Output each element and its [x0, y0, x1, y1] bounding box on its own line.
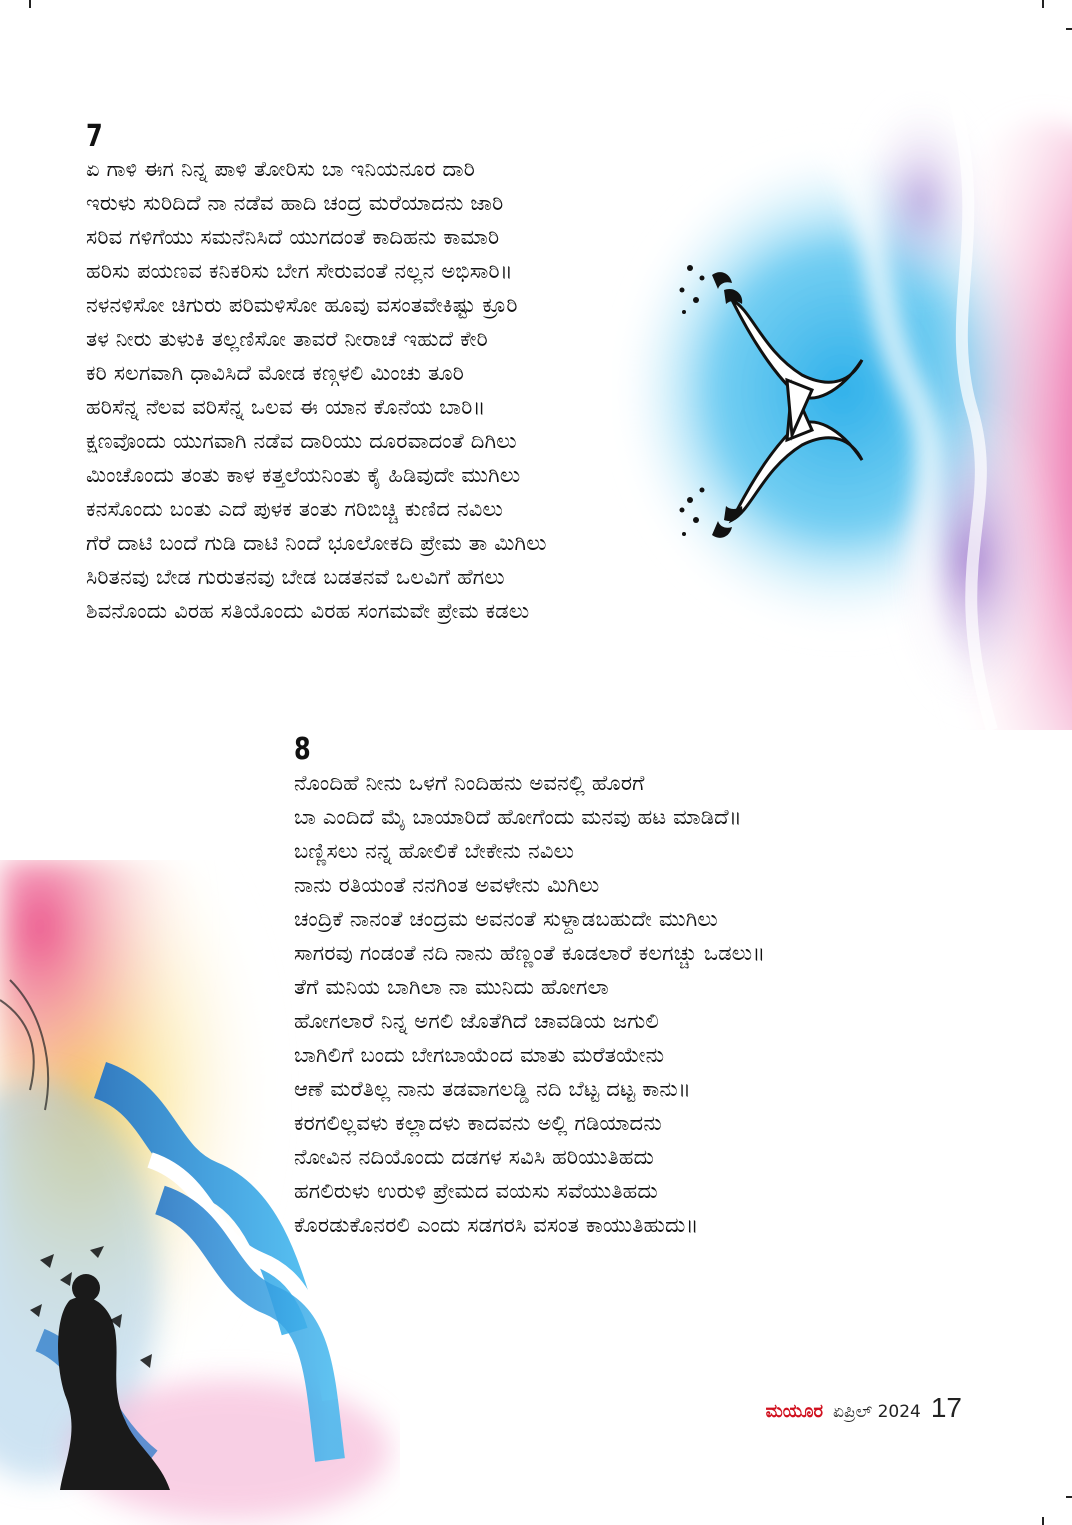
crop-mark-top-right: [1042, 0, 1044, 8]
poem-7: [86, 120, 547, 628]
crop-mark-bottom-right: [1042, 1517, 1044, 1525]
poem-line: ಬಣ್ಣಿಸಲು ನನ್ನ ಹೋಲಿಕೆ ಬೇಕೇನು ನವಿಲು: [294, 839, 575, 863]
crop-mark-right-bottom: [1066, 1496, 1072, 1498]
poem-line: ತೆಗೆ ಮನಿಯ ಬಾಗಿಲಾ ನಾ ಮುನಿದು ಹೋಗಲಾ: [294, 975, 609, 999]
crop-mark-right-top: [1066, 28, 1072, 30]
poem-line: ಹೋಗಲಾರೆ ನಿನ್ನ ಅಗಲಿ ಜೊತೆಗಿದೆ ಚಾವಡಿಯ ಜಗುಲಿ: [294, 1009, 660, 1033]
poem-line: ಕರಿ ಸಲಗವಾಗಿ ಧಾವಿಸಿದೆ ಮೋಡ ಕಣ್ಗಳಲಿ ಮಿಂಚು ತೂರಿ: [86, 361, 465, 385]
poem-line: ಚಂದ್ರಿಕೆ ನಾನಂತೆ ಚಂದ್ರಮ ಅವನಂತೆ ಸುಳ್ದಾಡಬಹುದೇ ಮುಗಿಲು: [294, 907, 718, 931]
poem-line: ಬಾ ಎಂದಿದೆ ಮೈ ಬಾಯಾರಿದೆ ಹೋಗೆಂದು ಮನವು ಹಟ ಮಾಡಿದೆ॥: [294, 805, 742, 829]
poem-line: ಹರಿಸು ಪಯಣವ ಕನಿಕರಿಸು ಬೇಗ ಸೇರುವಂತೆ ನಲ್ಲನ ಅಭಿಸಾರಿ॥: [86, 259, 513, 283]
poem-number: 8: [294, 732, 311, 767]
poem-line: ಸಿರಿತನವು ಬೇಡ ಗುರುತನವು ಬೇಡ ಬಡತನವೆ ಒಲವಿಗೆ ಹೆಗಲು: [86, 565, 505, 589]
magazine-logo: ಮಯೂರ: [765, 1401, 824, 1422]
poem-line: ಇರುಳು ಸುರಿದಿದೆ ನಾ ನಡೆವ ಹಾದಿ ಚಂದ್ರ ಮರೆಯಾದನು ಜಾರಿ: [86, 191, 504, 215]
poem-line: ಕ್ಷಣವೊಂದು ಯುಗವಾಗಿ ನಡೆವ ದಾರಿಯು ದೂರವಾದಂತೆ ದಿಗಿಲು: [86, 429, 517, 453]
poem-line: ನಾನು ರತಿಯಂತೆ ನನಗಿಂತ ಅವಳೇನು ಮಿಗಿಲು: [294, 873, 600, 897]
poem-line: ತಳ ನೀರು ತುಳುಕಿ ತಲ್ಲಣಿಸೋ ತಾವರೆ ನೀರಾಚೆ ಇಹುದೆ ಕೇರಿ: [86, 327, 488, 351]
poem-line: ಸಾಗರವು ಗಂಡಂತೆ ನದಿ ನಾನು ಹೆಣ್ಣಂತೆ ಕೂಡಲಾರೆ ಕಲಗಚ್ಚು ಒಡಲು॥: [294, 941, 766, 965]
poem-line: ಕೊರಡುಕೊನರಲಿ ಎಂದು ಸಡಗರಸಿ ವಸಂತ ಕಾಯುತಿಹುದು॥: [294, 1213, 699, 1237]
decorative-art-right: [612, 90, 1072, 730]
poem-line: ಕನಸೊಂದು ಬಂತು ಎದೆ ಪುಳಕ ತಂತು ಗರಿಬಿಚ್ಚಿ ಕುಣಿದ ನವಿಲು: [86, 497, 504, 521]
poem-8: [294, 733, 765, 1242]
page-footer: [766, 1392, 962, 1424]
poem-line: ಆಣೆ ಮರೆತಿಲ್ಲ ನಾನು ತಡವಾಗಲಡ್ಡಿ ನದಿ ಬೆಟ್ಟ ದಟ್ಟ ಕಾನು॥: [294, 1077, 691, 1101]
poem-line: ಹಗಲಿರುಳು ಉರುಳಿ ಪ್ರೇಮದ ವಯಸು ಸವೆಯುತಿಹದು: [294, 1179, 658, 1203]
poem-line: ಹರಿಸೆನ್ನ ನೆಲವ ವರಿಸೆನ್ನ ಒಲವ ಈ ಯಾನ ಕೊನೆಯ ಬಾರಿ॥: [86, 395, 486, 419]
poem-line: ಮಿಂಚೊಂದು ತಂತು ಕಾಳ ಕತ್ತಲೆಯನಿಂತು ಕೈ ಹಿಡಿವುದೇ ಮುಗಿಲು: [86, 463, 521, 487]
poem-line: ನಳನಳಿಸೋ ಚಿಗುರು ಪರಿಮಳಿಸೋ ಹೂವು ವಸಂತವೇಕಿಷ್ಟು ಕ್ರೂರಿ: [86, 293, 518, 317]
poem-line: ಕರಗಲಿಲ್ಲವಳು ಕಲ್ಲಾದಳು ಕಾದವನು ಅಲ್ಲಿ ಗಡಿಯಾದನು: [294, 1111, 662, 1135]
poem-line: ಏ ಗಾಳಿ ಈಗ ನಿನ್ನ ಪಾಳಿ ತೋರಿಸು ಬಾ ಇನಿಯನೂರ ದಾರಿ: [86, 157, 476, 181]
poem-lines: [294, 766, 765, 1242]
poem-line: ಗೆರೆ ದಾಟಿ ಬಂದೆ ಗುಡಿ ದಾಟಿ ನಿಂದೆ ಭೂಲೋಕದಿ ಪ್ರೇಮ ತಾ ಮಿಗಿಲು: [86, 531, 547, 555]
poem-line: ಸರಿವ ಗಳಿಗೆಯು ಸಮನೆನಿಸಿದೆ ಯುಗದಂತೆ ಕಾದಿಹನು ಕಾಮಾರಿ: [86, 225, 500, 249]
poem-line: ನೋವಿನ ನದಿಯೊಂದು ದಡಗಳ ಸವಿಸಿ ಹರಿಯುತಿಹದು: [294, 1145, 655, 1169]
poem-line: ಬಾಗಿಲಿಗೆ ಬಂದು ಬೇಗಬಾಯೆಂದ ಮಾತು ಮರೆತಯೇನು: [294, 1043, 665, 1067]
issue-date: ಏಪ್ರಿಲ್ 2024: [833, 1402, 921, 1422]
poem-lines: [86, 152, 547, 628]
page-number: 17: [930, 1392, 962, 1423]
poem-line: ಶಿವನೊಂದು ವಿರಹ ಸತಿಯೊಂದು ವಿರಹ ಸಂಗಮವೇ ಪ್ರೇಮ ಕಡಲು: [86, 599, 530, 623]
crop-mark-top-left: [29, 0, 31, 8]
poem-number: 7: [86, 119, 103, 154]
poem-line: ನೊಂದಿಹೆ ನೀನು ಒಳಗೆ ನಿಂದಿಹನು ಅವನಲ್ಲಿ ಹೊರಗೆ: [294, 771, 645, 795]
